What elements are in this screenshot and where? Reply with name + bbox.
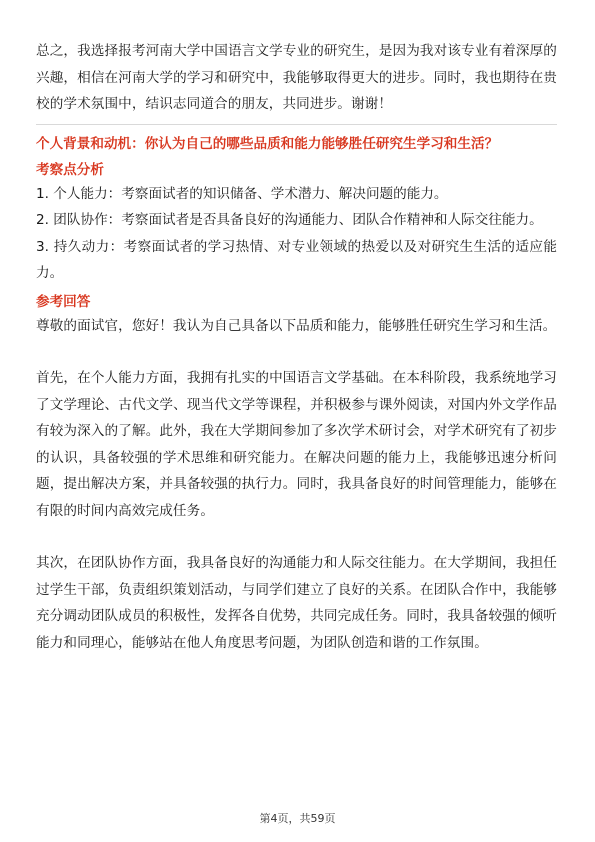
paragraph-gap xyxy=(36,339,557,365)
question-heading: 个人背景和动机：你认为自己的哪些品质和能力能够胜任研究生学习和生活？ xyxy=(36,135,499,152)
section-divider xyxy=(36,124,557,125)
analysis-item-2: 2. 团队协作：考察面试者是否具备良好的沟通能力、团队合作精神和人际交往能力。 xyxy=(36,212,543,228)
answer-paragraph-2: 首先，在个人能力方面，我拥有扎实的中国语言文学基础。在本科阶段，我系统地学习了文学理论、古代文学、现当代文学等课程，并积极参与课外阅读，对国内外文学作品有较为深入的了解。此外，我在大学期间参加了多次学术研讨会，对学术研究有了初步的认识，具备较强的学术思维和研究能力。在解决问题的能力上，我能够迅速分析问题，提出解决方案，并具备较强的执行力。同时，我具备良好的时间管理能力，能够在有限的时间内高效完成任务。 xyxy=(36,370,557,519)
intro-paragraph: 总之，我选择报考河南大学中国语言文学专业的研究生，是因为我对该专业有着深厚的兴趣，相信在河南大学的学习和研究中，我能够取得更大的进步。同时，我也期待在贵校的学术氛围中，结识志同道合的朋友，共同进步。谢谢！ xyxy=(36,43,557,112)
analysis-item-3: 3. 持久动力：考察面试者的学习热情、对专业领域的热爱以及对研究生生活的适应能力。 xyxy=(36,238,557,281)
answer-paragraph-1: 尊敬的面试官，您好！我认为自己具备以下品质和能力，能够胜任研究生学习和生活。 xyxy=(36,317,557,334)
answer-title: 参考回答 xyxy=(36,293,91,310)
paragraph-gap xyxy=(36,524,557,550)
answer-paragraph-3: 其次，在团队协作方面，我具备良好的沟通能力和人际交往能力。在大学期间，我担任过学生干部，负责组织策划活动，与同学们建立了良好的关系。在团队合作中，我能够充分调动团队成员的积极性，发挥各自优势，共同完成任务。同时，我具备较强的倾听能力和同理心，能够站在他人角度思考问题，为团队创造和谐的工作氛围。 xyxy=(36,555,557,651)
analysis-item-1: 1. 个人能力：考察面试者的知识储备、学术潜力、解决问题的能力。 xyxy=(36,185,448,202)
page-footer xyxy=(0,812,595,826)
page-number: 第4页，共59页 xyxy=(259,812,336,825)
analysis-title: 考察点分析 xyxy=(36,161,104,178)
